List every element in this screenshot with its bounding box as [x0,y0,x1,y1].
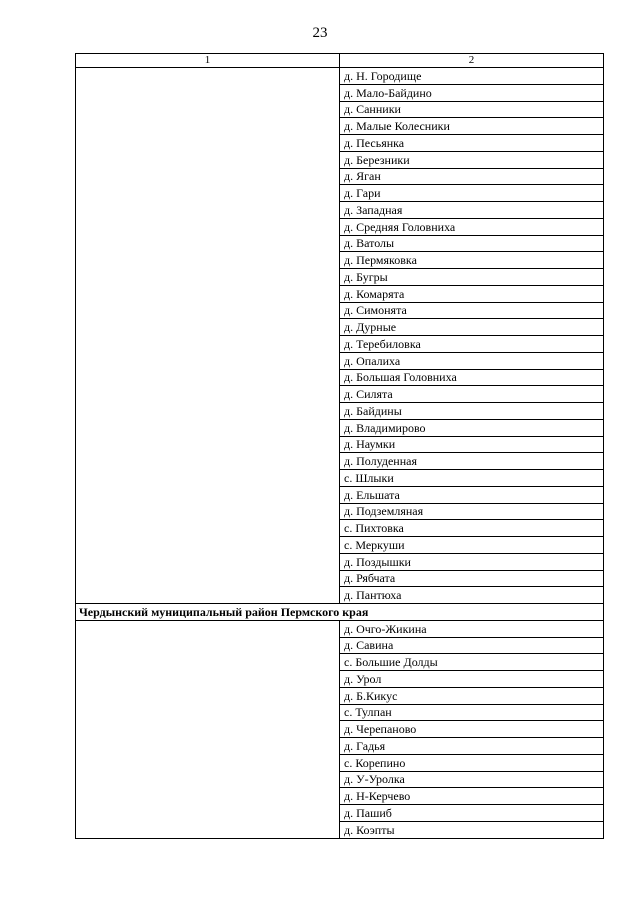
table-row [76,302,604,319]
settlement-cell: д. Пантюха [340,587,604,604]
district-cell [76,302,340,319]
table-row [76,704,604,721]
settlement-cell: д. Мало-Байдино [340,84,604,101]
table-row [76,419,604,436]
settlement-cell: д. Ватолы [340,235,604,252]
section-title: Чердынский муниципальный район Пермского края [76,604,604,621]
settlement-cell: д. Пашиб [340,805,604,822]
settlement-cell: с. Тулпан [340,704,604,721]
district-cell [76,235,340,252]
table-row [76,570,604,587]
district-cell [76,587,340,604]
table-row [76,788,604,805]
settlement-cell: д. Урол [340,671,604,688]
table-row [76,821,604,838]
settlement-cell: д. Б.Кикус [340,687,604,704]
section-row [76,604,604,621]
settlement-cell: д. Симонята [340,302,604,319]
settlement-cell: с. Корепино [340,754,604,771]
table-row [76,168,604,185]
table-row [76,118,604,135]
district-cell [76,771,340,788]
district-cell [76,805,340,822]
settlement-cell: д. Санники [340,101,604,118]
table-row [76,520,604,537]
settlement-cell: д. Песьянка [340,135,604,152]
settlements-table [75,53,604,839]
table-row [76,503,604,520]
district-cell [76,403,340,420]
settlement-cell: с. Шлыки [340,470,604,487]
table-row [76,403,604,420]
settlement-cell: д. Яган [340,168,604,185]
district-cell [76,68,340,85]
district-cell [76,821,340,838]
settlement-cell: д. Пермяковка [340,252,604,269]
district-cell [76,118,340,135]
district-cell [76,269,340,286]
settlement-cell: д. Савина [340,637,604,654]
district-cell [76,369,340,386]
column-header-1: 1 [76,54,340,68]
settlement-cell: с. Большие Долды [340,654,604,671]
settlement-cell: д. Силята [340,386,604,403]
table-row [76,754,604,771]
table-row [76,553,604,570]
district-cell [76,218,340,235]
page-number: 23 [312,25,328,41]
table-row [76,453,604,470]
column-header-2: 2 [340,54,604,68]
settlement-cell: д. Бугры [340,269,604,286]
table-row [76,687,604,704]
table-row [76,235,604,252]
settlement-cell: д. Рябчата [340,570,604,587]
settlement-cell: с. Пихтовка [340,520,604,537]
table-row [76,386,604,403]
district-cell [76,503,340,520]
settlement-cell: д. Поздышки [340,553,604,570]
district-cell [76,202,340,219]
table-row [76,771,604,788]
settlement-cell: д. Н. Городище [340,68,604,85]
district-cell [76,84,340,101]
district-cell [76,352,340,369]
district-cell [76,671,340,688]
settlement-cell: д. Западная [340,202,604,219]
district-cell [76,336,340,353]
table-row [76,68,604,85]
table-row [76,185,604,202]
settlement-cell: д. Средняя Головниха [340,218,604,235]
settlement-cell: д. Гари [340,185,604,202]
table-row [76,352,604,369]
table-row [76,336,604,353]
table-row [76,537,604,554]
settlement-cell: д. Ельшата [340,486,604,503]
district-cell [76,520,340,537]
settlement-cell: д. Большая Головниха [340,369,604,386]
district-cell [76,570,340,587]
district-cell [76,168,340,185]
district-cell [76,654,340,671]
table-row [76,369,604,386]
district-cell [76,637,340,654]
table-row [76,252,604,269]
group1-rows [76,68,604,604]
settlement-cell: д. Наумки [340,436,604,453]
table-row [76,135,604,152]
table-row [76,486,604,503]
district-cell [76,135,340,152]
settlement-cell: д. Дурные [340,319,604,336]
district-cell [76,101,340,118]
table-row [76,620,604,637]
settlement-cell: д. Березники [340,151,604,168]
district-cell [76,486,340,503]
table-row [76,587,604,604]
table-row [76,637,604,654]
district-cell [76,151,340,168]
district-cell [76,285,340,302]
settlement-cell: д. Владимирово [340,419,604,436]
district-cell [76,537,340,554]
settlement-cell: д. Полуденная [340,453,604,470]
district-cell [76,620,340,637]
district-cell [76,319,340,336]
settlement-cell: д. У-Уролка [340,771,604,788]
settlement-cell: д. Опалиха [340,352,604,369]
settlement-cell: д. Комарята [340,285,604,302]
table-row [76,470,604,487]
district-cell [76,453,340,470]
table-row [76,84,604,101]
district-cell [76,687,340,704]
district-cell [76,252,340,269]
table-row [76,285,604,302]
district-cell [76,386,340,403]
table-row [76,218,604,235]
district-cell [76,553,340,570]
settlement-cell: д. Коэпты [340,821,604,838]
header-row [76,54,604,68]
district-cell [76,436,340,453]
settlement-cell: с. Меркуши [340,537,604,554]
table-row [76,151,604,168]
table-row [76,738,604,755]
table-row [76,319,604,336]
settlement-cell: д. Очго-Жикина [340,620,604,637]
group2-rows [76,620,604,838]
table-row [76,202,604,219]
district-cell [76,788,340,805]
district-cell [76,185,340,202]
table-row [76,654,604,671]
district-cell [76,754,340,771]
district-cell [76,721,340,738]
settlement-cell: д. Н-Керчево [340,788,604,805]
district-cell [76,704,340,721]
settlement-cell: д. Подземляная [340,503,604,520]
table-row [76,671,604,688]
district-cell [76,738,340,755]
table-row [76,269,604,286]
district-cell [76,419,340,436]
table-row [76,436,604,453]
table-row [76,101,604,118]
settlement-cell: д. Малые Колесники [340,118,604,135]
section-row-group [76,604,604,621]
settlement-cell: д. Гадья [340,738,604,755]
table-row [76,805,604,822]
district-cell [76,470,340,487]
table-row [76,721,604,738]
settlement-cell: д. Теребиловка [340,336,604,353]
settlement-cell: д. Черепаново [340,721,604,738]
settlement-cell: д. Байдины [340,403,604,420]
